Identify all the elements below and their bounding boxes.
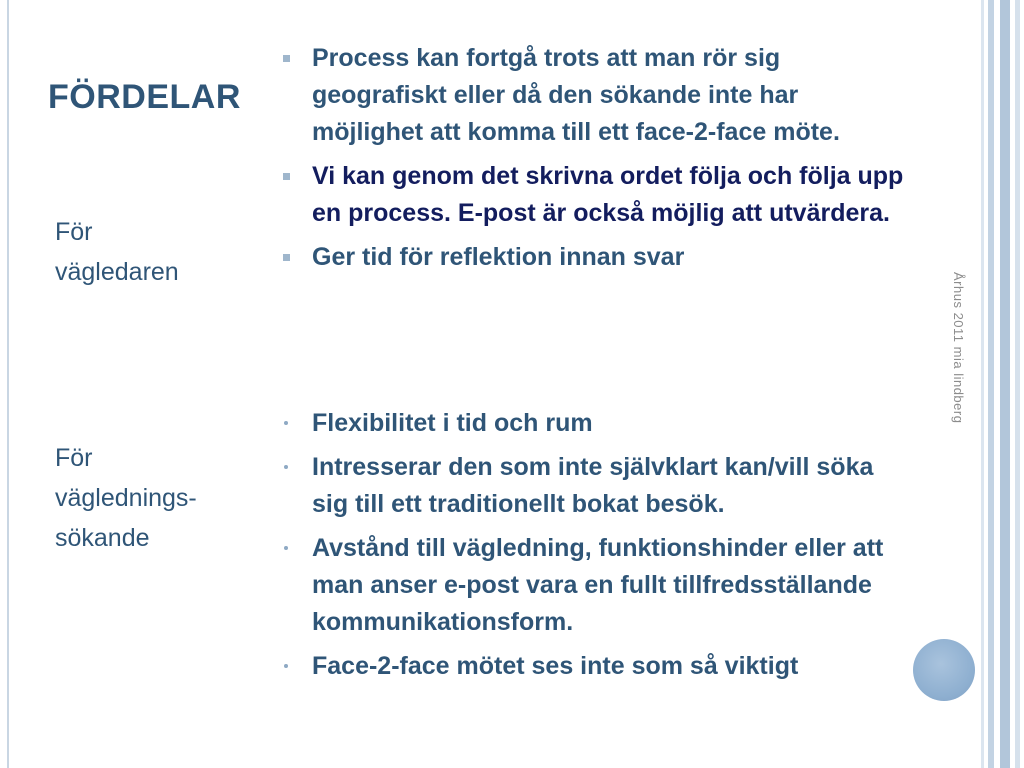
- decorative-circle: [913, 639, 975, 701]
- list-item-text: Avstånd till vägledning, funktionshinder eller att man anser e-post vara en fullt tillfredsställande kommunikationsform.: [312, 534, 884, 636]
- label-for-seeker: [55, 438, 255, 558]
- list-item: [278, 158, 906, 232]
- label-line: vägledaren: [55, 258, 179, 286]
- slide-title: FÖRDELAR: [48, 78, 241, 116]
- label-line: väglednings-: [55, 484, 197, 512]
- label-for-counselor: [55, 212, 255, 292]
- footer-vertical-text: Århus 2011 mia lindberg: [951, 272, 966, 424]
- dot-bullet-icon: [284, 664, 288, 668]
- list-item-text: Ger tid för reflektion innan svar: [312, 243, 685, 271]
- list-item-text: Process kan fortgå trots att man rör sig geografiskt eller då den sökande inte har möjlighet att komma till ett face-2-face möte.: [312, 44, 840, 146]
- list-item-text: Intresserar den som inte självklart kan/vill söka sig till ett traditionellt bokat besök.: [312, 453, 874, 518]
- counselor-advantages-list: [278, 40, 906, 283]
- left-border-rule: [7, 0, 9, 768]
- square-bullet-icon: [283, 55, 290, 62]
- label-line: sökande: [55, 524, 150, 552]
- list-item: [278, 40, 906, 151]
- list-item: [278, 648, 906, 685]
- list-item: [278, 405, 906, 442]
- list-item-text: Vi kan genom det skrivna ordet följa och följa upp en process. E-post är också möjlig att utvärdera.: [312, 162, 904, 227]
- list-item-text: Flexibilitet i tid och rum: [312, 409, 593, 437]
- seeker-advantages-list: [278, 405, 906, 692]
- label-line: För: [55, 218, 93, 246]
- list-item: [278, 239, 906, 276]
- dot-bullet-icon: [284, 465, 288, 469]
- dot-bullet-icon: [284, 421, 288, 425]
- dot-bullet-icon: [284, 546, 288, 550]
- square-bullet-icon: [283, 254, 290, 261]
- list-item-text: Face-2-face mötet ses inte som så viktigt: [312, 652, 799, 680]
- list-item: [278, 530, 906, 641]
- right-decorative-stripes: [976, 0, 1024, 768]
- square-bullet-icon: [283, 173, 290, 180]
- list-item: [278, 449, 906, 523]
- label-line: För: [55, 444, 93, 472]
